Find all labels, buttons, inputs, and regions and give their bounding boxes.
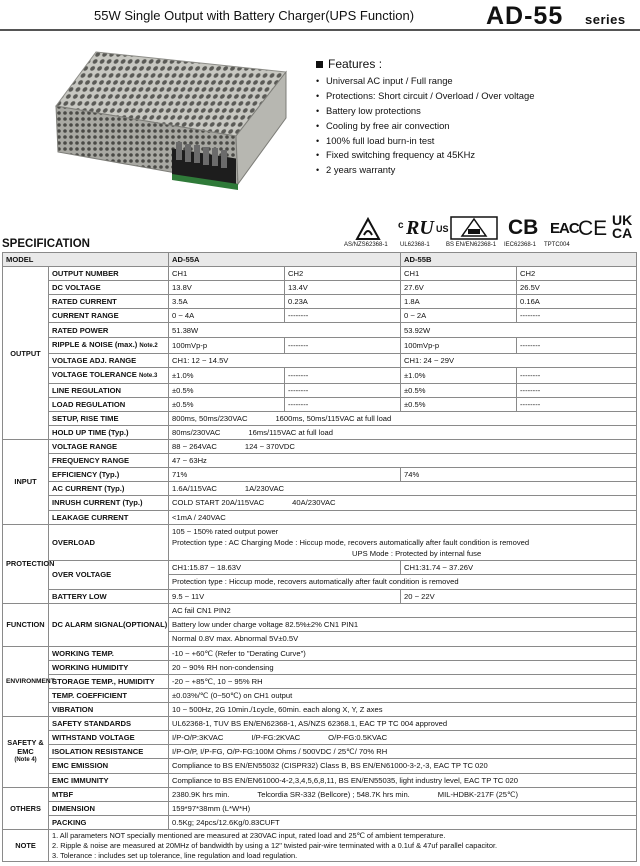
- table-row: STORAGE TEMP., HUMIDITY -20 ~ +85℃, 10 ~ 95% RH: [3, 674, 637, 688]
- feature-item: • Cooling by free air convection: [316, 119, 636, 134]
- ukca-mark: UK CA: [612, 212, 633, 241]
- table-row: AC CURRENT (Typ.) 1.6A/115VAC 1A/230VAC: [3, 482, 637, 496]
- features-title: Features :: [316, 57, 636, 71]
- table-row: EMC EMISSION Compliance to BS EN/EN55032 (CISPR32) Class B, BS EN/EN61000-3-2,-3, EAC TP TC 020: [3, 759, 637, 773]
- group-function: FUNCTION: [3, 603, 49, 646]
- group-protection: PROTECTION: [3, 524, 49, 603]
- svg-text:RU: RU: [406, 217, 434, 239]
- model-b-header: AD-55B: [401, 253, 637, 267]
- feature-item: • 100% full load burn-in test: [316, 134, 636, 149]
- certification-logos: [340, 214, 640, 250]
- eac-mark: EAC: [550, 220, 579, 237]
- cert-label: UL62368-1: [400, 242, 430, 248]
- product-image: [56, 44, 286, 194]
- table-row: PROTECTION OVERLOAD 105 ~ 150% rated output power Protection type : AC Charging Mode : Hiccup mode, recovers automatically after fault condition is removed UPS Mode : Protected by internal fuse: [3, 524, 637, 560]
- group-others: OTHERS: [3, 787, 49, 829]
- feature-item: • Protections: Short circuit / Overload / Over voltage: [316, 89, 636, 104]
- table-row: FREQUENCY RANGE 47 ~ 63Hz: [3, 454, 637, 468]
- table-row: VOLTAGE ADJ. RANGE CH1: 12 ~ 14.5V CH1: 24 ~ 29V: [3, 353, 637, 367]
- cert-label: TPTC004: [544, 242, 570, 248]
- specification-table: [2, 252, 637, 862]
- table-row: INPUT VOLTAGE RANGE 88 ~ 264VAC 124 ~ 370VDC: [3, 440, 637, 454]
- cert-label: BS EN/EN62368-1: [446, 242, 497, 248]
- table-row: RATED CURRENT 3.5A 0.23A 1.8A 0.16A: [3, 295, 637, 309]
- group-environment: ENVIRONMENT: [3, 646, 49, 716]
- table-row: [3, 829, 637, 861]
- table-row: OVER VOLTAGE CH1:15.87 ~ 18.63V CH1:31.74 ~ 37.26V Protection type : Hiccup mode, recovers automatically after fault condition is removed: [3, 560, 637, 589]
- table-row: FUNCTION DC ALARM SIGNAL(OPTIONAL) AC fail CN1 PIN2 Battery low under charge voltage 82.5%±2% CN1 PIN1 Normal 0.8V max. Abnormal 5V±0.5V: [3, 603, 637, 646]
- ce-mark: CE: [578, 217, 608, 240]
- model-a-header: AD-55A: [169, 253, 401, 267]
- group-input: INPUT: [3, 440, 49, 525]
- table-row: LEAKAGE CURRENT <1mA / 240VAC: [3, 510, 637, 524]
- group-note: NOTE: [3, 829, 49, 861]
- table-row: DC VOLTAGE 13.8V 13.4V 27.6V 26.5V: [3, 281, 637, 295]
- feature-item: • Fixed switching frequency at 45KHz: [316, 148, 636, 163]
- table-row: CURRENT RANGE 0 ~ 4A -------- 0 ~ 2A --------: [3, 309, 637, 323]
- table-row: DIMENSION 159*97*38mm (L*W*H): [3, 801, 637, 815]
- model-header: MODEL: [3, 253, 169, 267]
- table-row: RIPPLE & NOISE (max.) Note.2 100mVp-p -------- 100mVp-p --------: [3, 337, 637, 353]
- table-row: RATED POWER 51.38W 53.92W: [3, 323, 637, 337]
- table-row: BATTERY LOW 9.5 ~ 11V 20 ~ 22V: [3, 589, 637, 603]
- ul-logo-icon: [406, 216, 436, 238]
- cb-mark: CB: [508, 216, 539, 239]
- us-mark: US: [436, 224, 449, 234]
- square-bullet-icon: [316, 61, 323, 68]
- table-row: VIBRATION 10 ~ 500Hz, 2G 10min./1cycle, 60min. each along X, Y, Z axes: [3, 703, 637, 717]
- cert-label: AS/NZS62368-1: [344, 242, 388, 248]
- table-row: VOLTAGE TOLERANCE Note.3 ±1.0% -------- ±1.0% --------: [3, 367, 637, 383]
- series-label: series: [585, 12, 626, 27]
- table-row: SETUP, RISE TIME 800ms, 50ms/230VAC 1600ms, 50ms/115VAC at full load: [3, 411, 637, 425]
- product-subtitle: 55W Single Output with Battery Charger(UPS Function): [94, 8, 415, 23]
- table-row: INRUSH CURRENT (Typ.) COLD START 20A/115VAC 40A/230VAC: [3, 496, 637, 510]
- table-row: OTHERS MTBF 2380.9K hrs min. Telcordia SR-332 (Bellcore) ; 548.7K hrs min. MIL-HDBK-217F (25℃): [3, 787, 637, 801]
- table-row: ISOLATION RESISTANCE I/P-O/P, I/P-FG, O/P-FG:100M Ohms / 500VDC / 25℃/ 70% RH: [3, 745, 637, 759]
- table-row: SAFETY & EMC (Note 4) SAFETY STANDARDS UL62368-1, TUV BS EN/EN62368-1, AS/NZS 62368.1, EAC TP TC 004 approved: [3, 717, 637, 731]
- table-row: ENVIRONMENT WORKING TEMP. -10 ~ +60℃ (Refer to "Derating Curve"): [3, 646, 637, 660]
- feature-item: • Universal AC input / Full range: [316, 74, 636, 89]
- rcm-triangle-icon: [356, 218, 380, 240]
- table-row: TEMP. COEFFICIENT ±0.03%/℃ (0~50℃) on CH1 output: [3, 688, 637, 702]
- table-row: LINE REGULATION ±0.5% -------- ±0.5% --------: [3, 383, 637, 397]
- table-row: EMC IMMUNITY Compliance to BS EN/EN61000-4-2,3,4,5,6,8,11, BS EN/EN55035, light industry level, EAC TP TC 020: [3, 773, 637, 787]
- notes-cell: 1. All parameters NOT specially mentioned are measured at 230VAC input, rated load and 25℃ of ambient temperature. 2. Ripple & noise are measured at 20MHz of bandwidth by using a 12" twisted pair-wire terminated with a 0.1uf & 47uf parallel capacitor. 3. Tolerance : includes set up tolerance, line regulation and load regulation.: [49, 829, 637, 861]
- cul-mark: c: [398, 220, 404, 231]
- features-list: [316, 74, 636, 178]
- table-row: WITHSTAND VOLTAGE I/P-O/P:3KVAC I/P-FG:2KVAC O/P-FG:0.5KVAC: [3, 731, 637, 745]
- table-row: HOLD UP TIME (Typ.) 80ms/230VAC 16ms/115VAC at full load: [3, 425, 637, 439]
- table-row: PACKING 0.5Kg; 24pcs/12.6Kg/0.83CUFT: [3, 815, 637, 829]
- model-title: AD-55: [486, 2, 564, 30]
- group-safety-emc: SAFETY & EMC (Note 4): [3, 717, 49, 787]
- feature-item: • 2 years warranty: [316, 163, 636, 178]
- feature-item: • Battery low protections: [316, 104, 636, 119]
- table-row: EFFICIENCY (Typ.) 71% 74%: [3, 468, 637, 482]
- specification-title: SPECIFICATION: [2, 238, 90, 250]
- group-output: OUTPUT: [3, 267, 49, 440]
- table-row: [3, 253, 637, 267]
- features-panel: [316, 57, 636, 178]
- tuv-triangle-icon: [450, 216, 498, 240]
- cert-label: IEC62368-1: [504, 242, 537, 248]
- table-row: WORKING HUMIDITY 20 ~ 90% RH non-condensing: [3, 660, 637, 674]
- table-row: OUTPUT OUTPUT NUMBER CH1 CH2 CH1 CH2: [3, 267, 637, 281]
- header-bar: [0, 0, 640, 31]
- table-row: LOAD REGULATION ±0.5% -------- ±0.5% --------: [3, 397, 637, 411]
